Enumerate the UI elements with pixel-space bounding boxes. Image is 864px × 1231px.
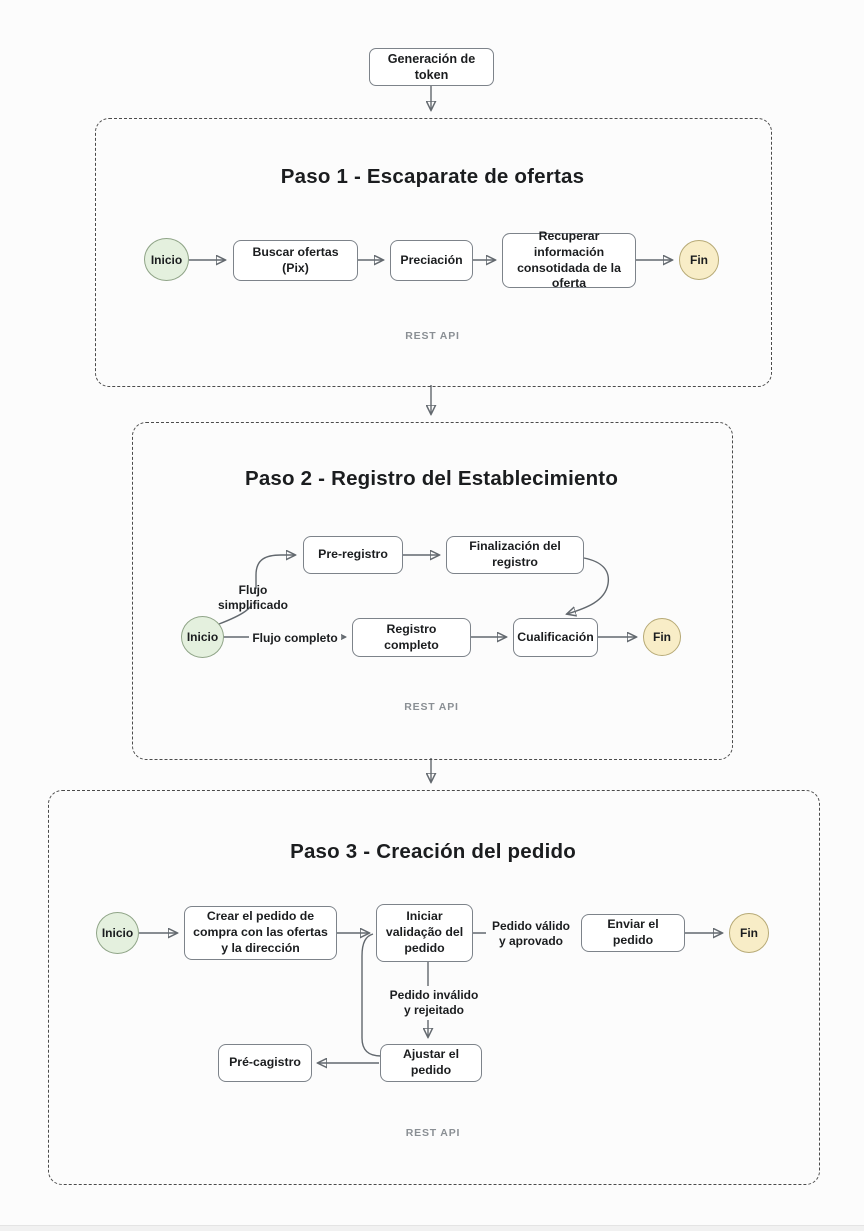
- paso1-node-preciacion: [390, 240, 473, 281]
- paso3-node-pre-cagistro-label: Pré-cagistro: [229, 1055, 301, 1069]
- paso3-edge-label-pedido-invalido: Pedido inválido y rejeitado: [384, 986, 484, 1020]
- paso1-start-node: [144, 238, 189, 281]
- paso3-node-enviar-pedido-label: Enviar el pedido: [607, 917, 659, 947]
- bottom-edge-strip: [0, 1225, 864, 1231]
- paso2-rest-api-label: REST API: [404, 701, 459, 713]
- section-paso1-title: Paso 1 - Escaparate de ofertas: [280, 165, 585, 188]
- paso2-node-cualificacion-label: Cualificación: [517, 629, 594, 644]
- paso3-node-enviar-pedido: [581, 914, 685, 952]
- paso1-start-label: Inicio: [150, 252, 183, 267]
- node-generacion-token-label: Generación de token: [387, 51, 476, 82]
- paso3-node-ajustar-pedido-label: Ajustar el pedido: [402, 1047, 460, 1077]
- paso2-node-cualificacion: [513, 618, 598, 657]
- paso3-start-node: [96, 912, 139, 954]
- paso3-node-crear-pedido: [184, 906, 337, 960]
- paso2-node-pre-registro: [303, 536, 403, 574]
- paso1-node-recuperar-informacion: [502, 228, 636, 291]
- paso2-node-registro-completo-label: Registro completo: [384, 621, 439, 652]
- paso2-node-pre-registro-label: Pre-registro: [318, 547, 388, 561]
- paso3-node-iniciar-validacao: [376, 904, 473, 962]
- paso1-node-buscar-ofertas: [233, 240, 358, 281]
- paso1-node-preciacion-label: Preciación: [400, 252, 463, 267]
- paso3-node-crear-pedido-label: Crear el pedido de compra con las ofertas y la dirección: [193, 909, 328, 955]
- paso3-end-label: Fin: [740, 926, 758, 940]
- paso2-end-label: Fin: [653, 630, 671, 644]
- paso2-start-node: [181, 616, 224, 658]
- paso2-edge-label-flujo-completo: Flujo completo: [249, 629, 341, 647]
- paso3-rest-api-label: REST API: [405, 1127, 461, 1139]
- section-paso3-title: Paso 3 - Creación del pedido: [290, 840, 576, 863]
- paso1-rest-api-label: REST API: [405, 330, 460, 342]
- paso2-node-registro-completo: [352, 618, 471, 657]
- paso1-end-node: [679, 240, 719, 280]
- paso1-node-buscar-ofertas-label: Buscar ofertas (Pix): [252, 244, 339, 275]
- node-generacion-token: [369, 48, 494, 86]
- paso2-start-label: Inicio: [186, 630, 219, 644]
- paso3-start-label: Inicio: [101, 926, 134, 940]
- paso3-edge-label-pedido-valido: Pedido válido y aprovado: [486, 917, 576, 951]
- paso2-node-finalizacion-registro-label: Finalización del registro: [469, 539, 561, 569]
- paso3-node-ajustar-pedido: [380, 1044, 482, 1082]
- paso2-end-node: [643, 618, 681, 656]
- paso2-edge-label-flujo-simplificado: Flujo simplificado: [201, 589, 305, 606]
- paso1-end-label: Fin: [690, 253, 708, 267]
- section-paso2-title: Paso 2 - Registro del Establecimiento: [244, 467, 619, 490]
- paso1-node-recuperar-informacion-label: Recuperar información consotidada de la oferta: [517, 228, 621, 291]
- paso3-end-node: [729, 913, 769, 953]
- paso2-node-finalizacion-registro: [446, 536, 584, 574]
- paso3-node-iniciar-validacao-label: Iniciar validação del pedido: [385, 909, 464, 955]
- paso3-node-pre-cagistro: [218, 1044, 312, 1082]
